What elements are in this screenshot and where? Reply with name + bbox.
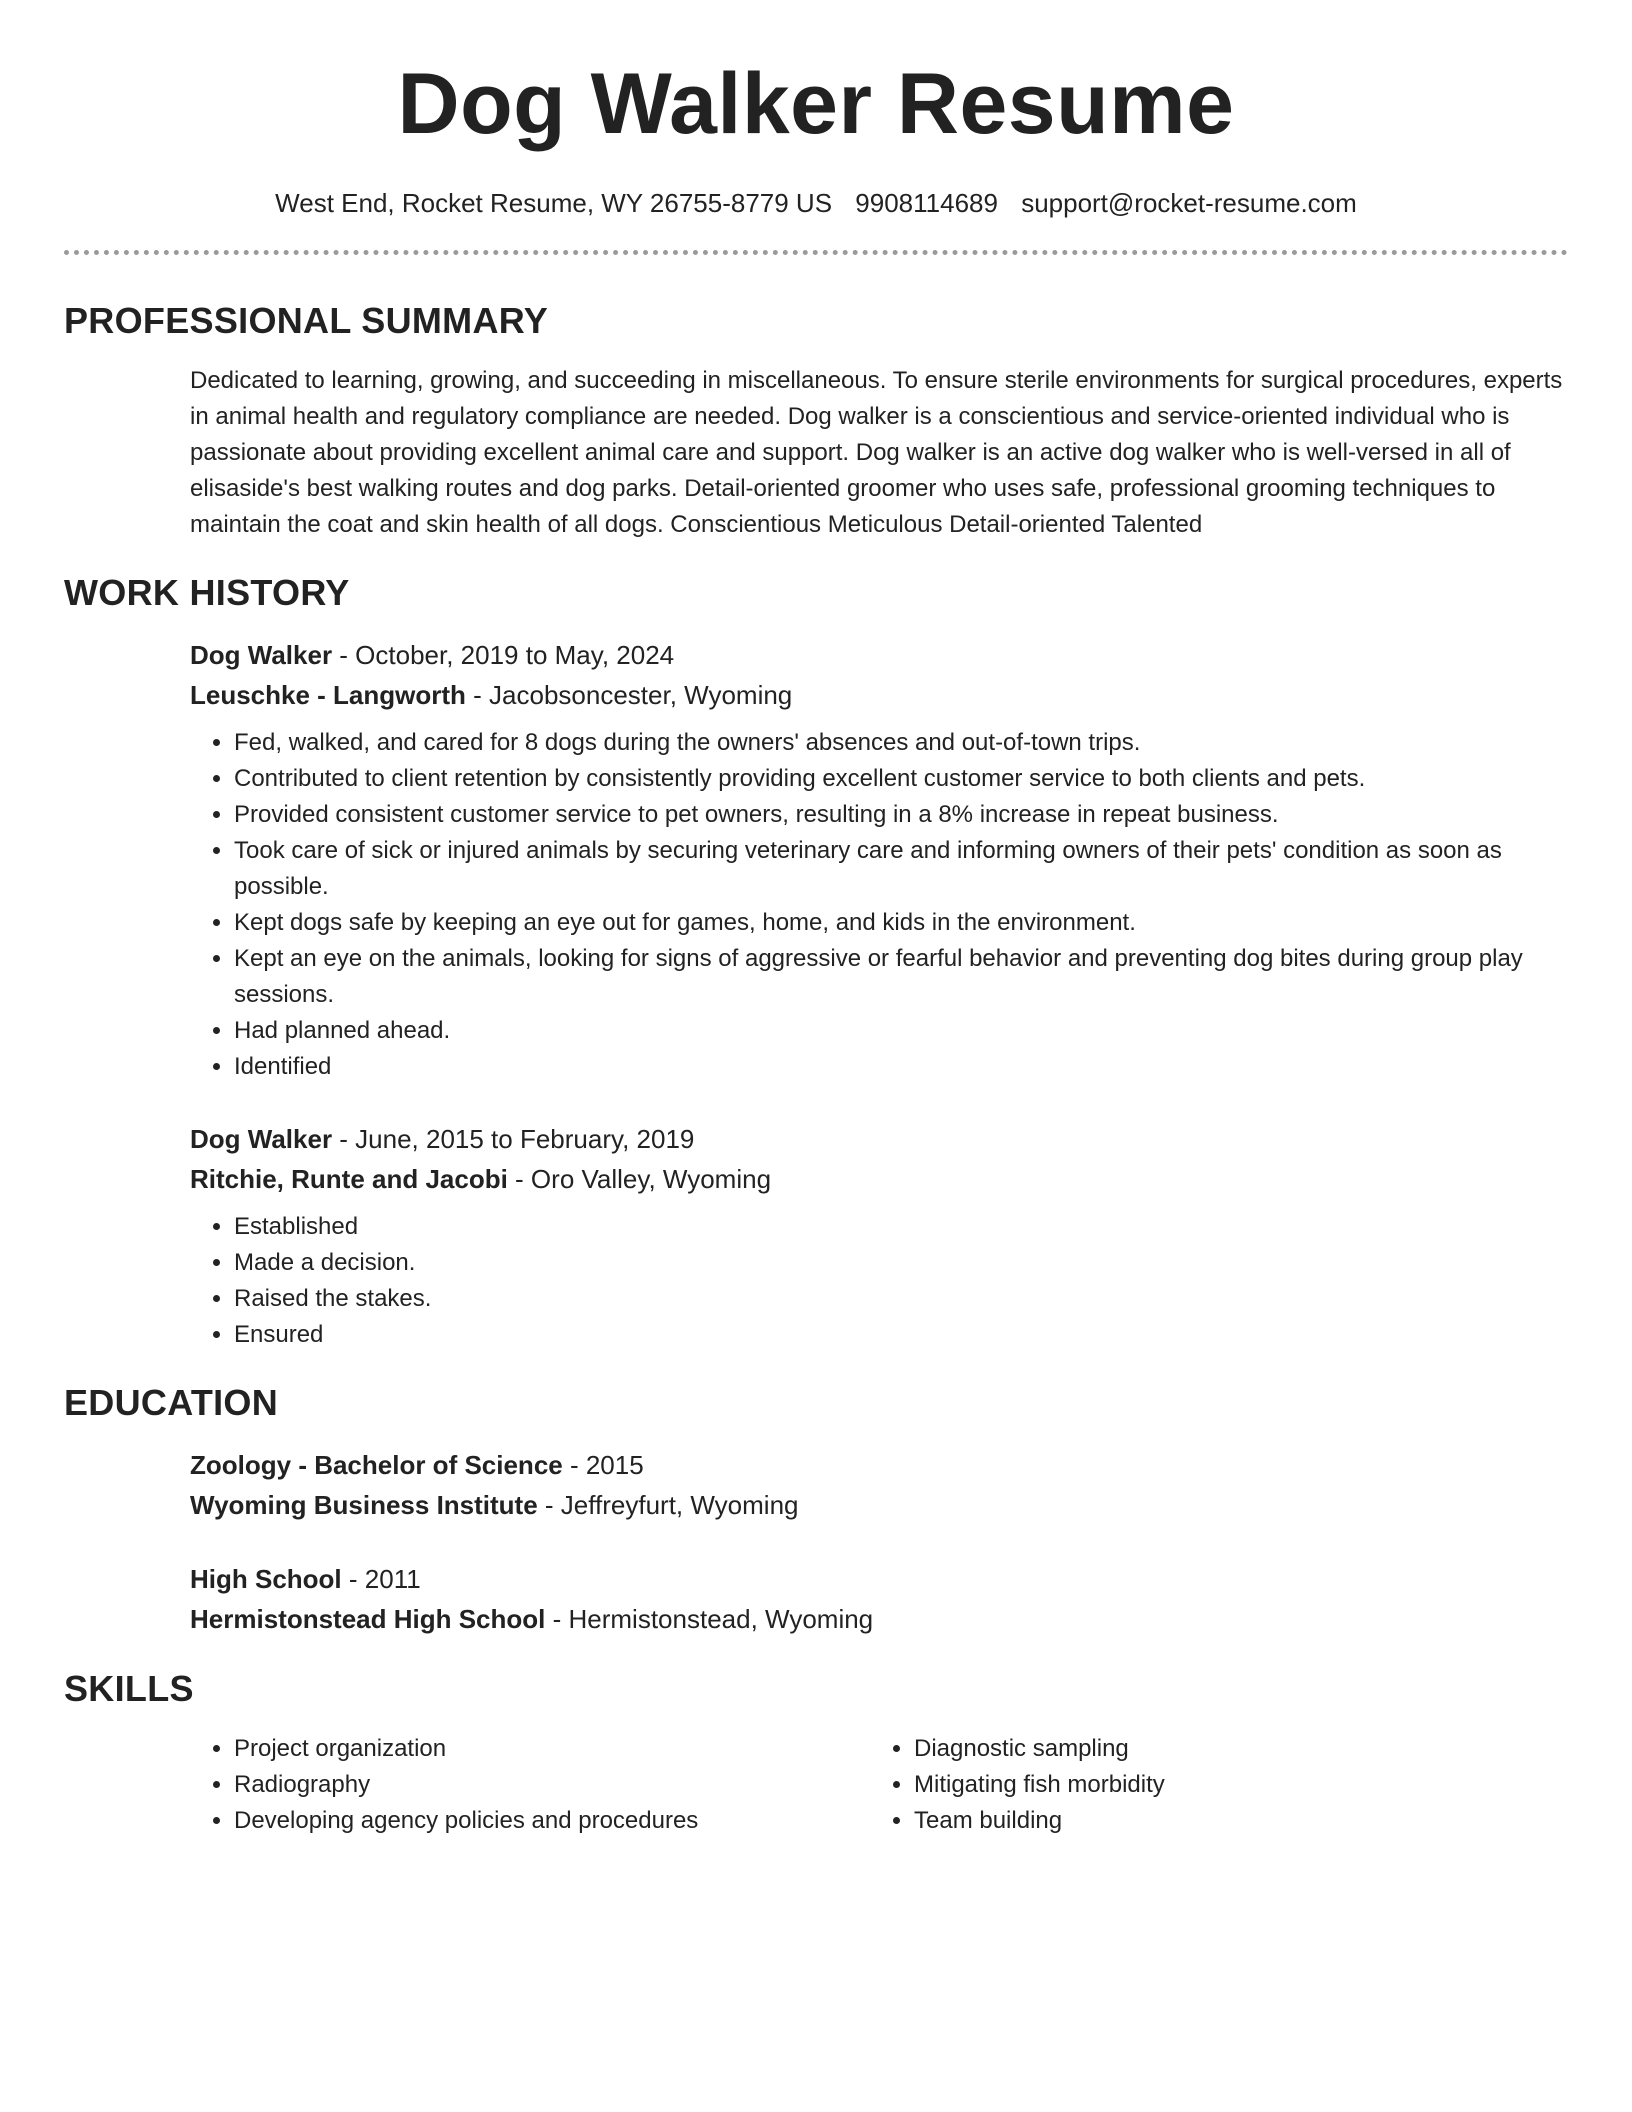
job-company: Ritchie, Runte and Jacobi bbox=[190, 1164, 508, 1194]
list-item: • Had planned ahead. bbox=[234, 1013, 1568, 1049]
list-item: • Fed, walked, and cared for 8 dogs during the owners' absences and out-of-town trips. bbox=[234, 725, 1568, 761]
education-school-line bbox=[190, 1485, 1568, 1525]
section-education bbox=[64, 1383, 1568, 1639]
education-degree-line bbox=[190, 1559, 1568, 1599]
job-dates: - June, 2015 to February, 2019 bbox=[332, 1124, 695, 1154]
education-school: Hermistonstead High School bbox=[190, 1604, 546, 1634]
job-role-line bbox=[190, 635, 1568, 675]
section-body bbox=[190, 635, 1568, 1353]
section-professional-summary bbox=[64, 301, 1568, 543]
section-title: EDUCATION bbox=[64, 1382, 279, 1423]
list-item: • Made a decision. bbox=[234, 1245, 1568, 1281]
skills-list-left bbox=[190, 1731, 870, 1839]
list-item: • Diagnostic sampling bbox=[914, 1731, 1550, 1767]
list-item: • Ensured bbox=[234, 1317, 1568, 1353]
job-entry bbox=[190, 635, 1568, 1085]
list-item: • Kept dogs safe by keeping an eye out for games, home, and kids in the environment. bbox=[234, 905, 1568, 941]
job-company-line bbox=[190, 1159, 1568, 1199]
page-title: Dog Walker Resume bbox=[397, 56, 1235, 152]
list-item: • Developing agency policies and procedures bbox=[234, 1803, 870, 1839]
contact-email: support@rocket-resume.com bbox=[1021, 188, 1357, 218]
list-item: • Kept an eye on the animals, looking for signs of aggressive or fearful behavior and preventing dog bites during group play sessions. bbox=[234, 941, 1568, 1013]
education-degree: High School bbox=[190, 1564, 342, 1594]
list-item: • Established bbox=[234, 1209, 1568, 1245]
job-bullets bbox=[190, 1209, 1568, 1353]
education-school-line bbox=[190, 1599, 1568, 1639]
list-item: • Provided consistent customer service to pet owners, resulting in a 8% increase in repeat business. bbox=[234, 797, 1568, 833]
contact-address: West End, Rocket Resume, WY 26755-8779 US bbox=[275, 188, 833, 218]
section-title: PROFESSIONAL SUMMARY bbox=[64, 300, 549, 341]
list-item: • Team building bbox=[914, 1803, 1550, 1839]
summary-text: Dedicated to learning, growing, and succeeding in miscellaneous. To ensure sterile environments for surgical procedures, experts in animal health and regulatory compliance are needed. Dog walker is a conscientious and service-oriented individual who is passionate about providing excellent animal care and support. Dog walker is an active dog walker who is well-versed in all of elisaside's best walking routes and dog parks. Detail-oriented groomer who uses safe, professional grooming techniques to maintain the coat and skin health of all dogs. Conscientious Meticulous Detail-oriented Talented bbox=[190, 367, 1563, 538]
list-item: • Project organization bbox=[234, 1731, 870, 1767]
job-entry bbox=[190, 1119, 1568, 1353]
list-item: • Mitigating fish morbidity bbox=[914, 1767, 1550, 1803]
job-role: Dog Walker bbox=[190, 640, 333, 670]
education-degree: Zoology - Bachelor of Science bbox=[190, 1450, 563, 1480]
list-item: • Took care of sick or injured animals by securing veterinary care and informing owners of their pets' condition as soon as possible. bbox=[234, 833, 1568, 905]
section-title: WORK HISTORY bbox=[64, 572, 350, 613]
list-item: • Contributed to client retention by consistently providing excellent customer service to both clients and pets. bbox=[234, 761, 1568, 797]
resume-header bbox=[64, 0, 1568, 255]
education-year: - 2011 bbox=[341, 1564, 421, 1594]
job-role: Dog Walker bbox=[190, 1124, 333, 1154]
skills-list-right bbox=[870, 1731, 1550, 1839]
job-location: - Jacobsoncester, Wyoming bbox=[465, 680, 793, 710]
list-item: • Identified bbox=[234, 1049, 1568, 1085]
section-title: SKILLS bbox=[64, 1668, 194, 1709]
job-dates: - October, 2019 to May, 2024 bbox=[332, 640, 675, 670]
section-body bbox=[190, 363, 1568, 543]
job-bullets bbox=[190, 725, 1568, 1085]
section-work-history bbox=[64, 573, 1568, 1353]
education-entry bbox=[190, 1559, 1568, 1639]
education-entry bbox=[190, 1445, 1568, 1525]
education-location: - Jeffreyfurt, Wyoming bbox=[537, 1490, 799, 1520]
skills-columns bbox=[190, 1731, 1568, 1839]
education-location: - Hermistonstead, Wyoming bbox=[545, 1604, 874, 1634]
job-company: Leuschke - Langworth bbox=[190, 680, 466, 710]
section-skills bbox=[64, 1669, 1568, 1839]
education-degree-line bbox=[190, 1445, 1568, 1485]
list-item: • Radiography bbox=[234, 1767, 870, 1803]
header-divider bbox=[64, 250, 1568, 255]
job-role-line bbox=[190, 1119, 1568, 1159]
list-item: • Raised the stakes. bbox=[234, 1281, 1568, 1317]
section-body bbox=[190, 1445, 1568, 1639]
education-year: - 2015 bbox=[562, 1450, 644, 1480]
job-company-line bbox=[190, 675, 1568, 715]
contact-phone: 9908114689 bbox=[855, 188, 998, 218]
job-location: - Oro Valley, Wyoming bbox=[507, 1164, 772, 1194]
contact-line bbox=[64, 186, 1568, 220]
education-school: Wyoming Business Institute bbox=[190, 1490, 538, 1520]
